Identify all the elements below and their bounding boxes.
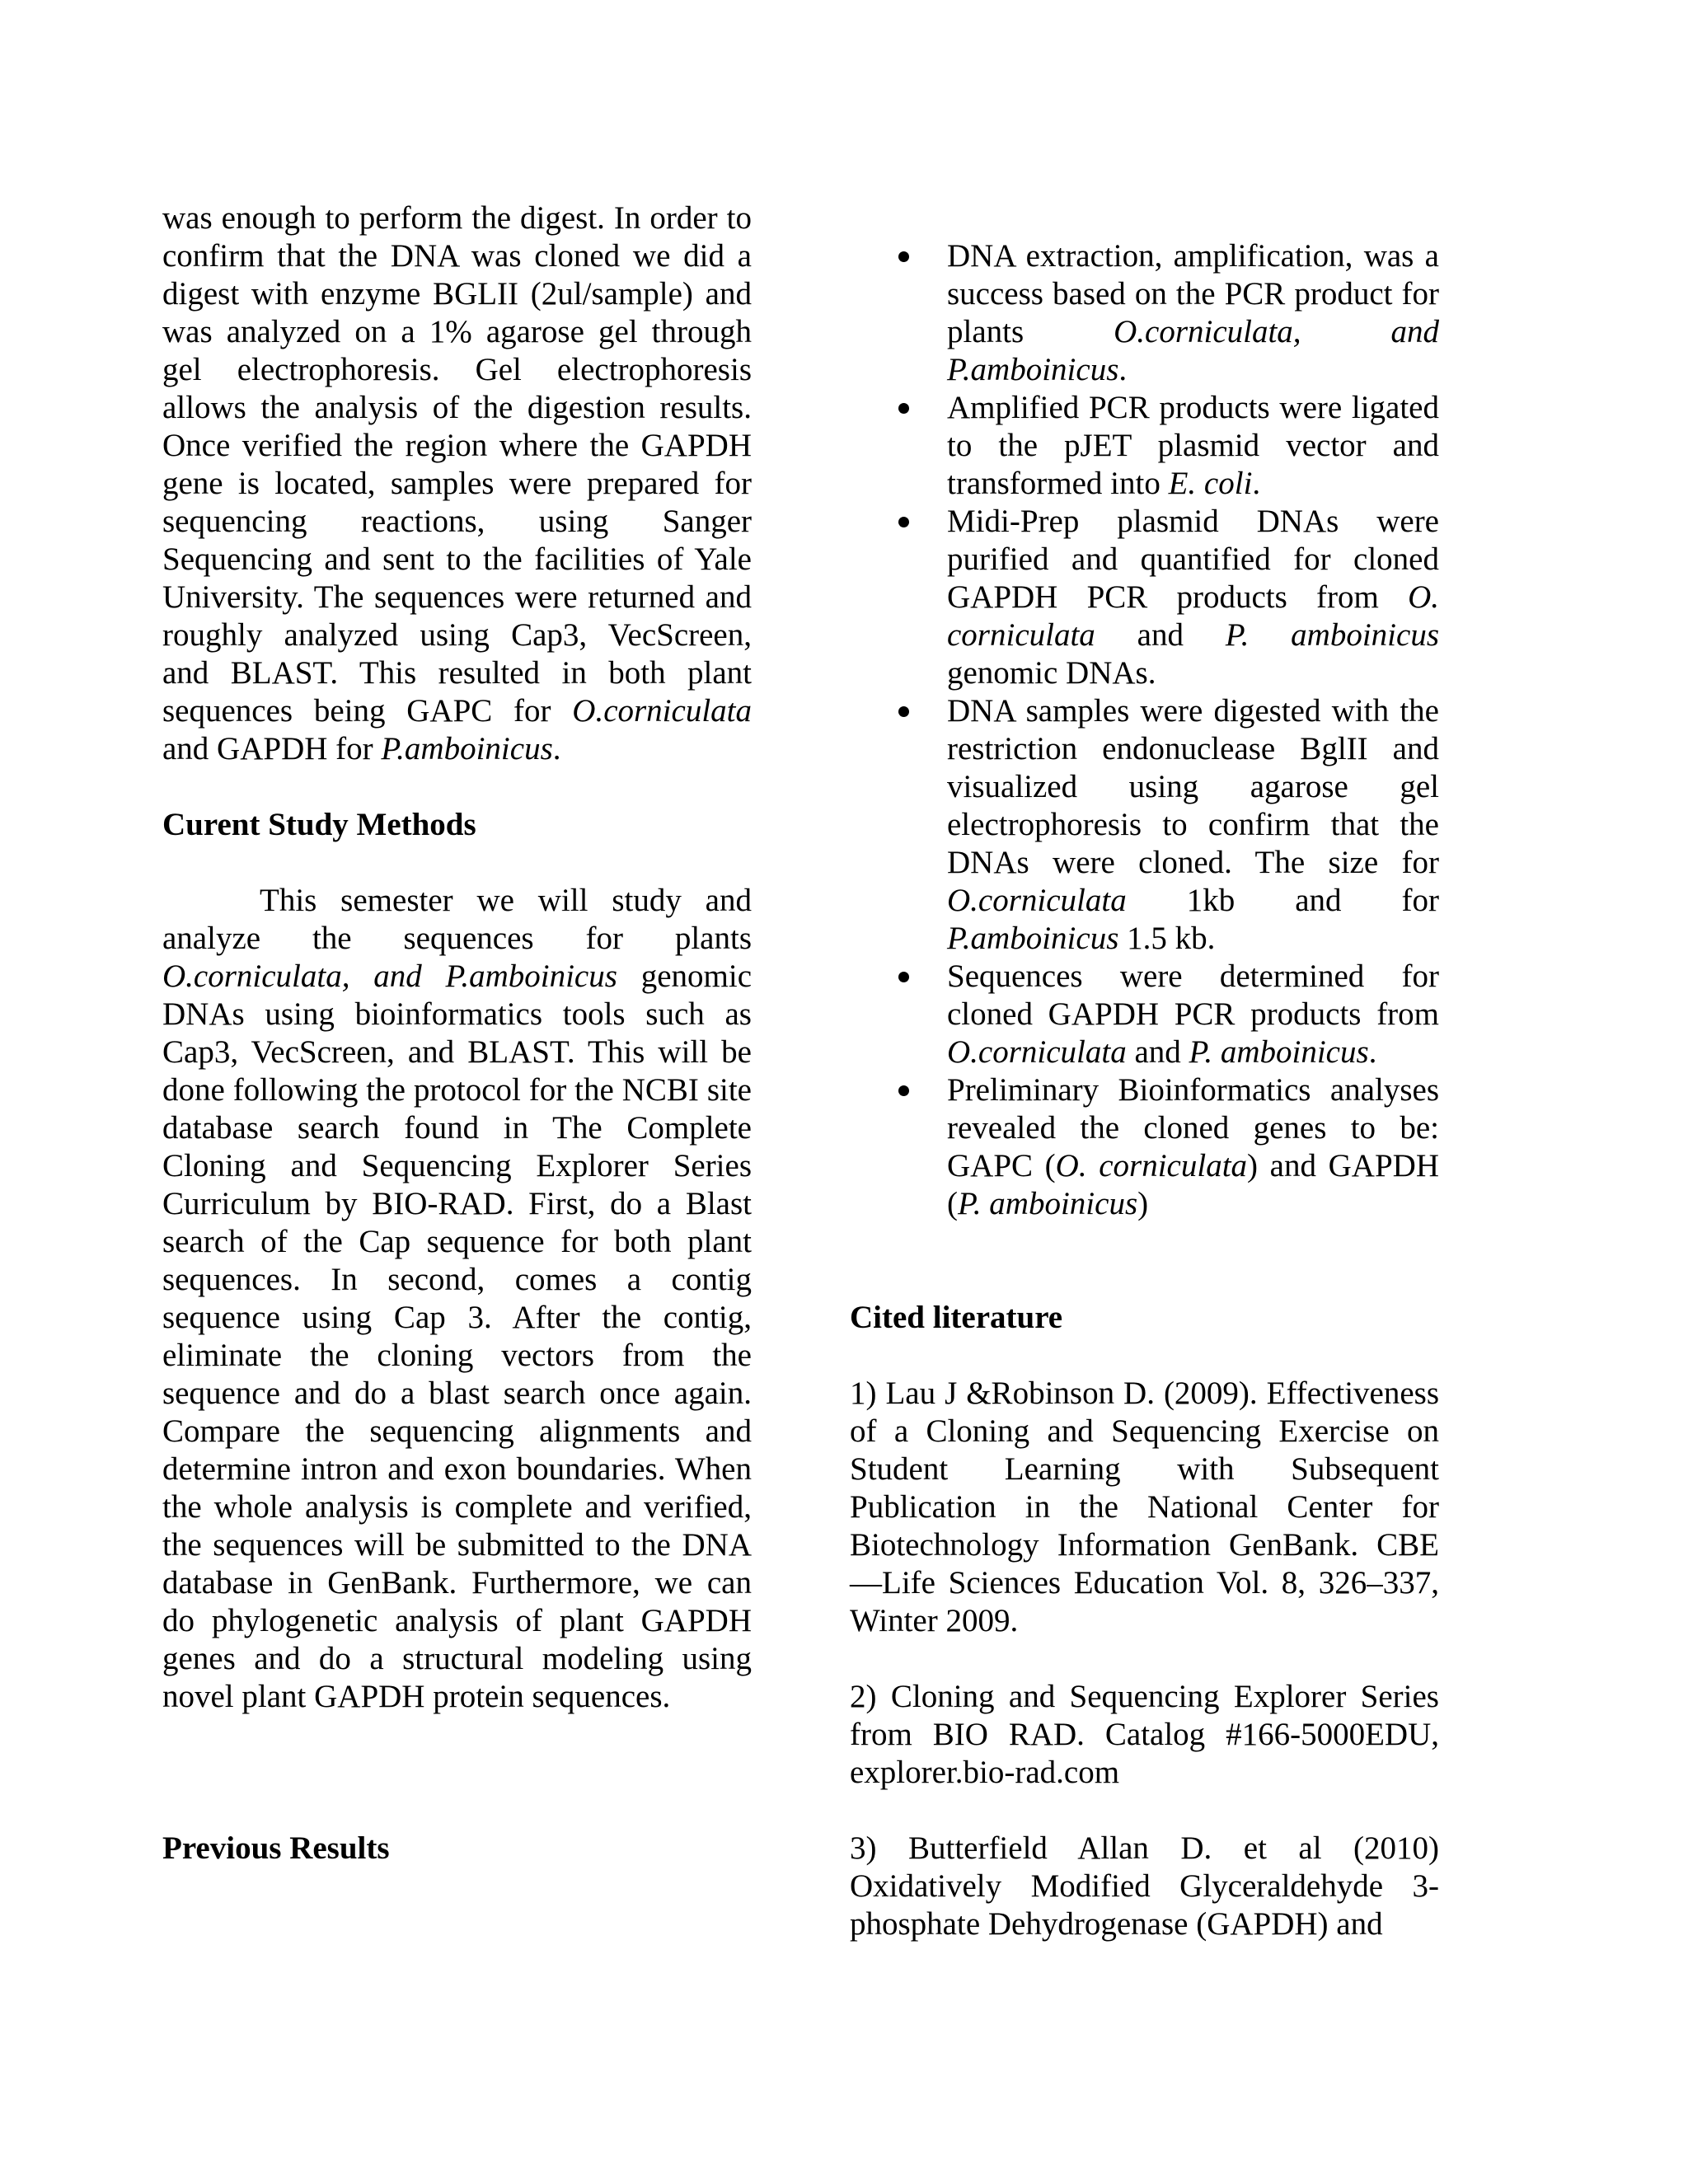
left-column xyxy=(162,199,752,1868)
bullet-icon xyxy=(898,1085,909,1096)
bullet-text: Sequences were determined for cloned GAPDH PCR products from O.corniculata and P. amboinicus. xyxy=(947,958,1439,1070)
right-column xyxy=(850,237,1439,1943)
bullet-icon xyxy=(898,517,909,527)
bullet-item xyxy=(850,958,1439,1071)
reference-1: 1) Lau J &Robinson D. (2009). Effectiveness of a Cloning and Sequencing Exercise on Student Learning with Subsequent Publication in the National Center for Biotechnology Information GenBank. CBE—Life Sciences Education Vol. 8, 326–337, Winter 2009. xyxy=(850,1376,1439,1638)
methods-paragraph: This semester we will study and analyze the sequences for plants O.corniculata, and P.amboinicus genomic DNAs using bioinformatics tools such as Cap3, VecScreen, and BLAST. This will be done following the protocol for the NCBI site database search found in The Complete Cloning and Sequencing Explorer Series Curriculum by BIO-RAD. First, do a Blast search of the Cap sequence for both plant sequences. In second, comes a contig sequence using Cap 3. After the contig, eliminate the cloning vectors from the sequence and do a blast search once again. Compare the sequencing alignments and determine intron and exon boundaries. When the whole analysis is complete and verified, the sequences will be submitted to the DNA database in GenBank. Furthermore, we can do phylogenetic analysis of plant GAPDH genes and do a structural modeling using novel plant GAPDH protein sequences. xyxy=(162,883,752,1714)
italic-run: P. amboinicus xyxy=(1189,1034,1369,1070)
bullet-item xyxy=(850,503,1439,692)
intro-paragraph: was enough to perform the digest. In order to confirm that the DNA was cloned we did a digest with enzyme BGLII (2ul/sample) and was analyzed on a 1% agarose gel through gel electrophoresis. Gel electrophoresis allows the analysis of the digestion results. Once verified the region where the GAPDH gene is located, samples were prepared for sequencing reactions, using Sanger Sequencing and sent to the facilities of Yale University. The sequences were returned and roughly analyzed using Cap3, VecScreen, and BLAST. This resulted in both plant sequences being GAPC for O.corniculata and GAPDH for P.amboinicus. xyxy=(162,200,752,766)
bullet-icon xyxy=(898,403,909,414)
italic-run: E. coli xyxy=(1168,466,1253,501)
italic-run: P.amboinicus xyxy=(381,731,553,766)
bullet-icon xyxy=(898,972,909,982)
bullet-text: Amplified PCR products were ligated to the pJET plasmid vector and transformed into E. coli. xyxy=(947,390,1439,501)
bullet-text: Midi-Prep plasmid DNAs were purified and quantified for cloned GAPDH PCR products from O. corniculata and P. amboinicus genomic DNAs. xyxy=(947,504,1439,691)
italic-run: P. amboinicus xyxy=(1225,617,1439,653)
italic-run: O.corniculata xyxy=(572,693,752,729)
bullet-item xyxy=(850,1071,1439,1223)
bullet-item xyxy=(850,389,1439,503)
italic-run: O.corniculata xyxy=(947,883,1127,918)
reference-3: 3) Butterfield Allan D. et al (2010) Oxidatively Modified Glyceraldehyde 3-phosphate Dehydrogenase (GAPDH) and xyxy=(850,1830,1439,1942)
bullet-text: DNA samples were digested with the restriction endonuclease BglII and visualized using agarose gel electrophoresis to confirm that the DNAs were cloned. The size for O.corniculata 1kb and for P.amboinicus 1.5 kb. xyxy=(947,693,1439,956)
italic-run: O. corniculata xyxy=(947,579,1439,653)
bullet-text: DNA extraction, amplification, was a success based on the PCR product for plants O.corniculata, and P.amboinicus. xyxy=(947,238,1439,387)
italic-run: O. corniculata xyxy=(1055,1148,1248,1183)
italic-run: O.corniculata xyxy=(947,1034,1127,1070)
previous-results-heading: Previous Results xyxy=(162,1830,390,1866)
italic-run: P. amboinicus xyxy=(958,1186,1138,1221)
cited-literature-heading: Cited literature xyxy=(850,1300,1063,1335)
reference-2: 2) Cloning and Sequencing Explorer Series from BIO RAD. Catalog #166-5000EDU, explorer.bio-rad.com xyxy=(850,1679,1439,1790)
bullet-icon xyxy=(898,251,909,262)
results-bullet-list xyxy=(850,237,1439,1223)
bullet-item xyxy=(850,237,1439,389)
italic-run: P.amboinicus xyxy=(947,921,1119,956)
bullet-item xyxy=(850,692,1439,958)
italic-run: O.corniculata, and P.amboinicus xyxy=(947,314,1439,387)
italic-run: O.corniculata, and P.amboinicus xyxy=(162,958,617,994)
methods-heading: Curent Study Methods xyxy=(162,807,476,842)
bullet-icon xyxy=(898,706,909,717)
bullet-text: Preliminary Bioinformatics analyses revealed the cloned genes to be: GAPC (O. corniculata) and GAPDH (P. amboinicus) xyxy=(947,1072,1439,1221)
